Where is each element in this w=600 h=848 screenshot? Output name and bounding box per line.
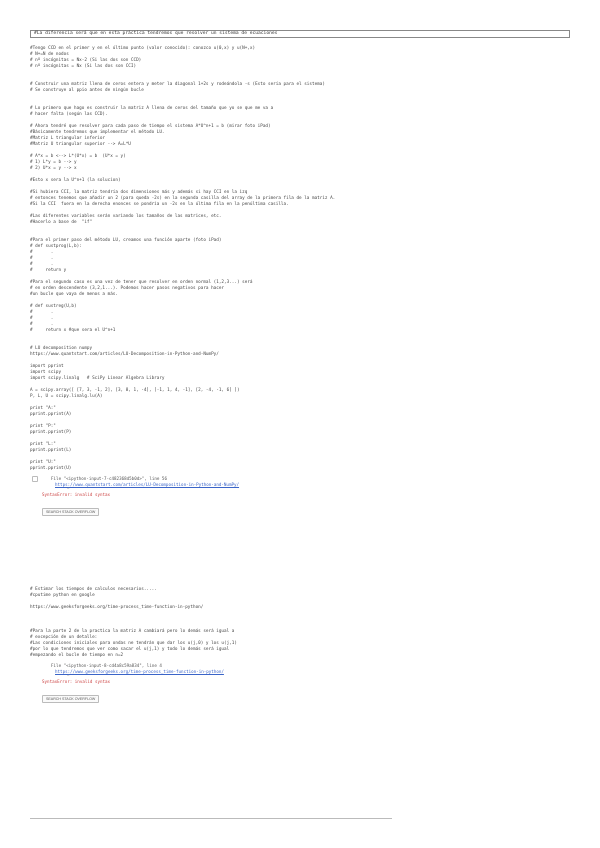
code-line: https://www.geeksforgeeks.org/time-process_time-function-in-python/ (30, 605, 204, 610)
code-line: pprint.pprint(U) (30, 466, 72, 471)
code-line: # . (30, 256, 54, 261)
code-line: # return x #que sera el U^n+1 (30, 328, 116, 333)
code-line: print "A:" (30, 406, 56, 411)
code-line: print "U:" (30, 460, 56, 465)
code-line: #Si hubiera CCI, la matriz tendría dos dimensiones más y además si hay CCI en la izq (30, 190, 248, 195)
code-line: # entonces tenemos que añadir un 2 (para queda -2s) en la segunda casilla del array de la primera fila de la matriz A. (30, 196, 336, 201)
code-line: #Hacerlo a base de "if" (30, 220, 93, 225)
code-line: # . (30, 316, 54, 321)
code-line: import scipy.linalg # SciPy Linear Algebra Library (30, 376, 165, 381)
code-line: #por lo que tendremos que ver como sacar el u(j,1) y todo lo demás será igual (30, 647, 230, 652)
output-cell-2 (42, 663, 570, 704)
code-line: # Lo primero que hago es construir la matriz A llena de ceros del tamaño que yo se que me va a (30, 106, 274, 111)
code-line: # def sustreg(U,b) (30, 304, 77, 309)
traceback-caret: ^ (67, 674, 70, 679)
error-text: invalid syntax (72, 492, 111, 497)
code-line: # A*x = b <--> L*(U*x) = b (U*x = y) (30, 154, 126, 159)
code-line: # LU decomposition numpy (30, 346, 93, 351)
code-line: #un bucle que vaya de menos a más. (30, 292, 118, 297)
code-line: #Básicamente tendremos que implementar el método LU. (30, 130, 165, 135)
code-line: #Si la CCI fuera en la derecha enonces se pondría un -2s en la última fila en la penúltima casilla. (30, 202, 289, 207)
code-line: # 1) L*y = b --> y (30, 160, 77, 165)
code-line: # nº incógnitas = Nx (Si las dos son CCI) (30, 64, 137, 69)
search-stack-overflow-button[interactable]: SEARCH STACK OVERFLOW (42, 695, 99, 703)
code-line: # def sustprog(L,b): (30, 244, 82, 249)
code-line: # . (30, 322, 54, 327)
page-bottom-divider (30, 818, 392, 819)
code-line: print "L:" (30, 442, 56, 447)
code-line: # nº incógnitas = Nx-2 (Si las dos son CCD) (30, 58, 142, 63)
code-line: # . (30, 310, 54, 315)
traceback-file-line: File "<ipython-input-8-cd4a8c59a834", line 4 (51, 663, 162, 668)
code-line: # 2) U*x = y --> x (30, 166, 77, 171)
code-line: # return y (30, 268, 67, 273)
code-line: pprint.pprint(L) (30, 448, 72, 453)
code-line: # hacer falta (según las CCD). (30, 112, 108, 117)
code-line: # Construir una matriz llena de ceros entera y meter la diagonal 1+2s y rodeándola -s (Esto sería para el sistema) (30, 82, 325, 87)
code-line: # Estimar los tiempos de calculos necesarios..... (30, 587, 157, 592)
traceback-file-line: File "<ipython-input-7-c482368d5b0d>", line 56 (51, 476, 167, 481)
code-line: #Esto x sera la U^n+1 (la solucion) (30, 178, 121, 183)
code-line: # . (30, 262, 54, 267)
code-line: # excepción de un detalle: (30, 635, 98, 640)
code-line: print "P:" (30, 424, 56, 429)
search-stack-overflow-button[interactable]: SEARCH STACK OVERFLOW (42, 508, 99, 516)
error-name: SyntaxError: (42, 679, 73, 684)
output-cell-1 (42, 476, 570, 517)
code-line: https://www.quantstart.com/articles/LU-Decomposition-in-Python-and-NumPy/ (30, 352, 219, 357)
output-collapse-icon[interactable] (32, 476, 38, 482)
code-line: pprint.pprint(P) (30, 430, 72, 435)
code-line: #Las condiciones iniciales para ondas ne tendrán que dar los u(j,0) y los u(j,1) (30, 641, 237, 646)
code-cell-2[interactable] (30, 587, 570, 659)
code-line: #empezando el bucle de tiempo en n=2 (30, 653, 124, 658)
traceback-link[interactable]: https://www.geeksforgeeks.org/time-process_time-function-in-python/ (55, 669, 224, 674)
code-line: # . (30, 250, 54, 255)
code-line: #Para el primer paso del método LU, creamos una función aparte (foto iPad) (30, 238, 222, 243)
code-line: #cputime python en google (30, 593, 95, 598)
code-line: import scipy (30, 370, 62, 375)
header-cell[interactable]: #La diferencia será que en esta práctica tendremos que resolver un sistema de ecuaciones (30, 30, 570, 38)
code-line: #Matriz L triangular inferior (30, 136, 106, 141)
code-line: #Tengo CCD en el primer y en el último punto (valor conocido): conozco u(0,x) y u(N+,x) (30, 46, 256, 51)
error-text: invalid syntax (72, 679, 111, 684)
code-line: A = scipy.array([ [7, 3, -1, 2], [3, 8, 1, -4], [-1, 1, 4, -1], [2, -4, -1, 6] ]) (30, 388, 240, 393)
code-line: # N+=N de nodos (30, 52, 69, 57)
code-line: pprint.pprint(A) (30, 412, 72, 417)
code-line: # Ahora tendré que resolver para cada paso de tiempo el sistema A*U^n+1 = b (mirar foto iPad) (30, 124, 271, 129)
code-line: #Para la parte 2 de la practica la matriz A cambiará pero lo demás será igual a (30, 629, 235, 634)
error-name: SyntaxError: (42, 492, 73, 497)
code-line: #Para el segundo caso es una vez de tener que resolver en orden normal (1,2,3...) será (30, 280, 253, 285)
code-line: P, L, U = scipy.linalg.lu(A) (30, 394, 103, 399)
code-line: # Se construye al ppio antes de ningún bucle (30, 88, 144, 93)
code-line: #Las diferentes variables serán variando los tamaños de las matrices, etc. (30, 214, 222, 219)
traceback-link[interactable]: https://www.quantstart.com/articles/LU-Decomposition-in-Python-and-NumPy/ (55, 482, 240, 487)
traceback-caret: ^ (67, 487, 70, 492)
code-cell-1[interactable] (30, 46, 570, 472)
code-line: # en orden descendente (3,2,1...). Podemos hacer pasos negativos para hacer (30, 286, 225, 291)
code-line: import pprint (30, 364, 64, 369)
code-line: #Matriz U triangular superior --> A=L*U (30, 142, 131, 147)
notebook-page (30, 30, 570, 708)
